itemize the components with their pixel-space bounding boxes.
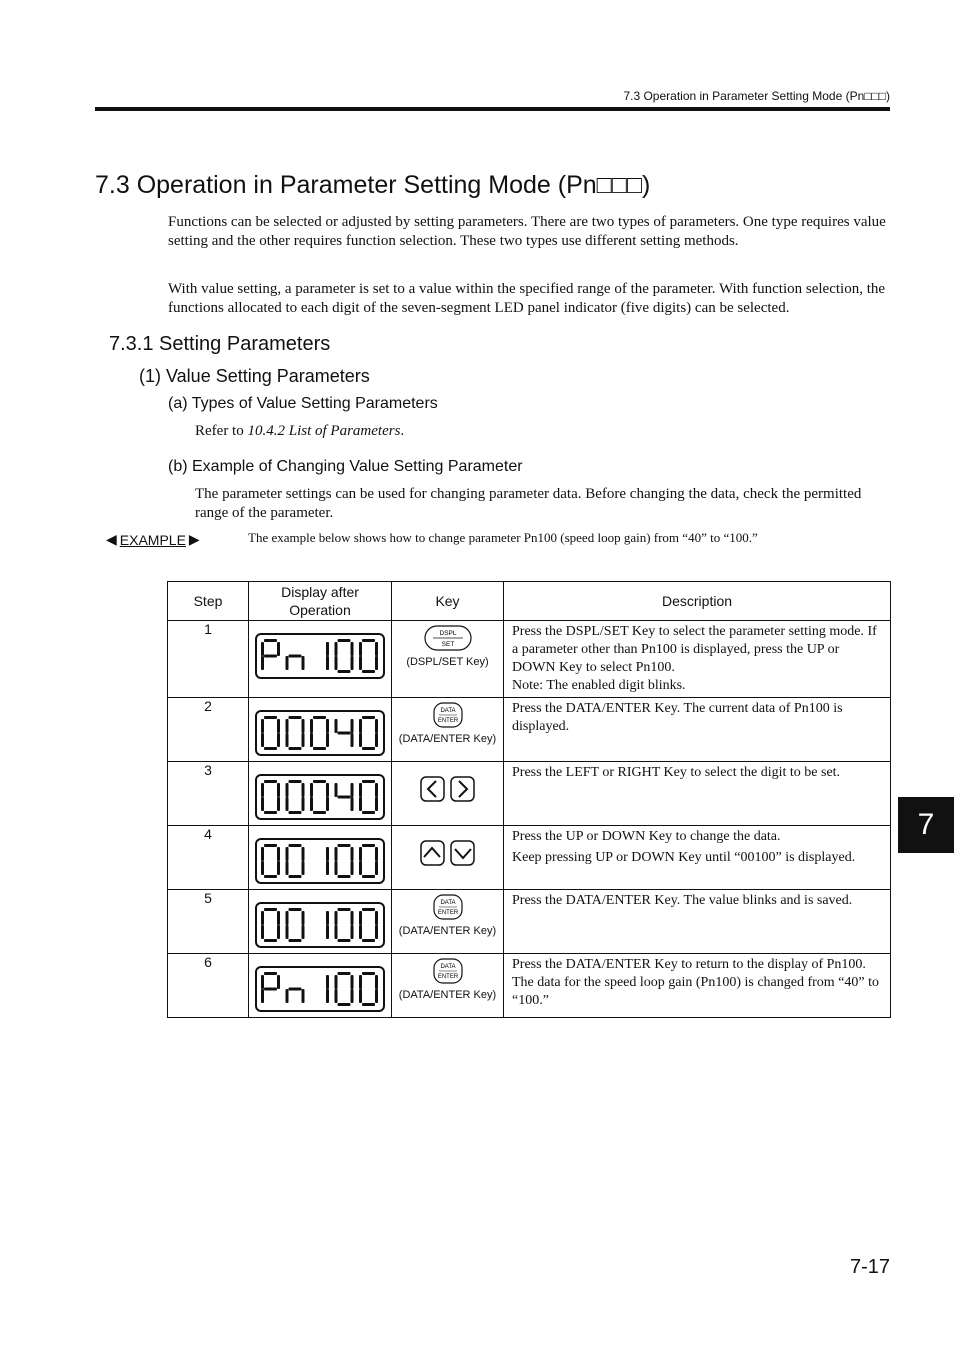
example-paragraph: The parameter settings can be used for changing parameter data. Before changing the data, check the permitted range of the parameter.	[195, 486, 862, 521]
dspl-set-key-icon	[392, 625, 503, 654]
key-bottom-text: SET	[441, 641, 454, 648]
led-display	[255, 838, 385, 889]
page-number: 7-17	[849, 1256, 890, 1278]
display-cell	[249, 954, 392, 1018]
subsection-title: 7.3.1 Setting Parameters	[109, 333, 331, 355]
chapter-tab: 7	[898, 797, 954, 853]
description-cell	[504, 698, 891, 762]
svg-text:ENTER: ENTER	[437, 910, 458, 916]
display-cell	[249, 698, 392, 762]
key-cell	[392, 826, 504, 890]
description-line: Keep pressing UP or DOWN Key until “00100” is displayed.	[512, 850, 856, 865]
led-display	[255, 774, 385, 825]
key-top-text: DSPL	[439, 630, 456, 637]
display-cell	[249, 826, 392, 890]
intro-paragraph-2: With value setting, a parameter is set to a value within the specified range of the parameter. With function selection, the functions allocated to each digit of the seven-segment LED panel indicator (five digits) can be selected.	[168, 281, 886, 316]
description-cell	[504, 954, 891, 1018]
refer-suffix: .	[400, 423, 405, 439]
header-step: Step	[168, 582, 249, 621]
step-number: 5	[168, 890, 249, 954]
table-row	[168, 698, 891, 762]
description-line: Press the DATA/ENTER Key to return to the display of Pn100. The data for the speed loop gain (Pn100) is changed from “40” to “100.”	[512, 957, 880, 1008]
svg-text:DATA: DATA	[439, 964, 456, 970]
display-cell	[249, 621, 392, 698]
step-number: 6	[168, 954, 249, 1018]
example-title: (b) Example of Changing Value Setting Parameter	[168, 458, 523, 475]
led-display	[255, 966, 385, 1017]
description-line: Note: The enabled digit blinks.	[512, 678, 686, 693]
section-title: 7.3 Operation in Parameter Setting Mode (Pn□□□)	[95, 171, 651, 199]
description-line: Press the DATA/ENTER Key. The value blinks and is saved.	[512, 893, 853, 908]
left-right-keys-icon	[392, 776, 503, 805]
svg-text:ENTER: ENTER	[437, 974, 458, 980]
steps-table	[167, 581, 891, 1018]
right-triangle-icon: ▶	[188, 531, 200, 547]
data-enter-key-icon	[392, 894, 503, 923]
step-number: 3	[168, 762, 249, 826]
description-cell	[504, 890, 891, 954]
left-triangle-icon: ◀	[106, 531, 117, 547]
led-display	[255, 902, 385, 953]
header-key: Key	[392, 582, 504, 621]
types-title: (a) Types of Value Setting Parameters	[168, 395, 438, 412]
svg-text:DATA: DATA	[439, 900, 456, 906]
example-tag	[106, 531, 200, 548]
table-row	[168, 621, 891, 698]
svg-text:DATA: DATA	[439, 708, 456, 714]
key-cell	[392, 954, 504, 1018]
key-cell	[392, 890, 504, 954]
header-display: Display after Operation	[249, 582, 392, 621]
description-line: Press the UP or DOWN Key to change the data.	[512, 829, 781, 844]
led-display	[255, 710, 385, 761]
description-cell	[504, 621, 891, 698]
example-text: The example below shows how to change parameter Pn100 (speed loop gain) from “40” to “100.”	[248, 530, 758, 545]
key-caption: (DSPL/SET Key)	[406, 656, 489, 668]
description-cell	[504, 826, 891, 890]
display-cell	[249, 762, 392, 826]
step-number: 2	[168, 698, 249, 762]
up-down-keys-icon	[392, 840, 503, 869]
description-line: Press the DSPL/SET Key to select the parameter setting mode. If a parameter other than Pn100 is displayed, press the UP or DOWN Key to select Pn100.	[512, 624, 877, 675]
description-cell	[504, 762, 891, 826]
example-tag-label: EXAMPLE	[119, 531, 186, 548]
intro-paragraph-1: Functions can be selected or adjusted by setting parameters. There are two types of parameters. One type requires value setting and the other requires function selection. These two types use different setting methods.	[168, 214, 886, 249]
data-enter-key-icon	[392, 702, 503, 731]
display-cell	[249, 890, 392, 954]
refer-prefix: Refer to	[195, 423, 248, 439]
data-enter-key-icon	[392, 958, 503, 987]
table-row	[168, 890, 891, 954]
step-number: 1	[168, 621, 249, 698]
key-cell	[392, 698, 504, 762]
table-header-row	[168, 582, 891, 621]
running-head: 7.3 Operation in Parameter Setting Mode (Pn□□□)	[623, 89, 890, 103]
led-display	[255, 633, 385, 684]
value-setting-title: (1) Value Setting Parameters	[139, 366, 370, 386]
key-caption: (DATA/ENTER Key)	[398, 733, 497, 745]
description-line: Press the DATA/ENTER Key. The current data of Pn100 is displayed.	[512, 701, 843, 734]
table-row	[168, 954, 891, 1018]
description-line: Press the LEFT or RIGHT Key to select the digit to be set.	[512, 765, 841, 780]
refer-link[interactable]: 10.4.2 List of Parameters	[247, 423, 401, 439]
key-cell	[392, 762, 504, 826]
svg-text:ENTER: ENTER	[437, 718, 458, 724]
header-description: Description	[504, 582, 891, 621]
header-rule	[95, 107, 890, 111]
refer-line	[195, 423, 404, 440]
key-cell	[392, 621, 504, 698]
table-row	[168, 762, 891, 826]
step-number: 4	[168, 826, 249, 890]
key-caption: (DATA/ENTER Key)	[398, 989, 497, 1001]
key-caption: (DATA/ENTER Key)	[398, 925, 497, 937]
table-row	[168, 826, 891, 890]
